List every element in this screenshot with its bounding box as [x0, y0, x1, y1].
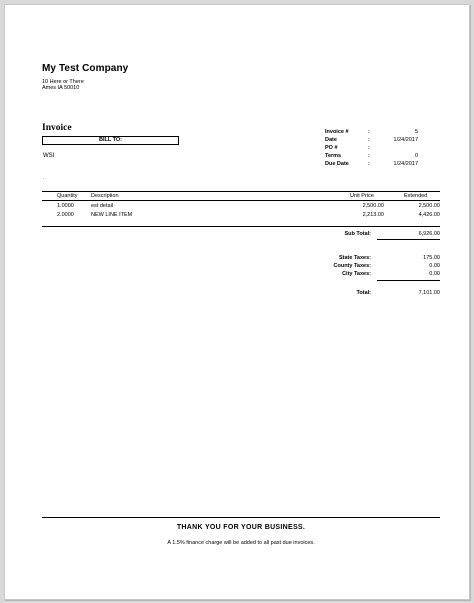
row-extended: 2,500.00 [418, 203, 440, 209]
bill-to-label: BILL TO: [98, 137, 123, 143]
meta-value-due-date: 1/24/2017 [393, 161, 418, 167]
bill-to-name: WSI [43, 153, 55, 159]
taxes-rule [377, 280, 440, 281]
row-quantity: 1.0000 [57, 203, 74, 209]
meta-colon: : [368, 153, 370, 159]
row-description: NEW LINE ITEM [91, 212, 133, 218]
county-tax-label: County Taxes: [333, 263, 371, 269]
table-row [42, 203, 440, 211]
finance-charge-note: A 1.5% finance charge will be added to all past due invoices. [167, 540, 315, 546]
header-extended: Extended [404, 193, 428, 199]
total-value: 7,101.00 [418, 290, 440, 296]
invoice-page [4, 4, 470, 600]
row-unit-price: 2,213.00 [362, 212, 384, 218]
header-unit-price: Unit Price [350, 193, 374, 199]
company-name: My Test Company [42, 63, 129, 74]
footer-rule [42, 517, 440, 518]
header-quantity: Quantity [57, 193, 78, 199]
company-address-line2: Ames IA 50010 [42, 85, 80, 91]
state-tax-label: State Taxes: [339, 255, 371, 261]
bill-to-box [42, 136, 179, 145]
meta-label-due-date: Due Date [325, 161, 349, 167]
company-address-line1: 10 Here or There [42, 79, 84, 85]
city-tax-label: City Taxes: [342, 271, 371, 277]
city-tax-value: 0.00 [429, 271, 440, 277]
meta-value-invoice-number: 5 [414, 129, 418, 135]
meta-colon: : [368, 129, 370, 135]
meta-value-date: 1/24/2017 [393, 137, 418, 143]
meta-colon: : [368, 145, 370, 151]
state-tax-value: 175.00 [423, 255, 440, 261]
meta-label-date: Date [325, 137, 337, 143]
subtotal-rule [377, 239, 440, 240]
header-description: Description [91, 193, 119, 199]
meta-value-terms: 0 [414, 153, 418, 159]
meta-label-terms: Terms [325, 153, 342, 159]
items-table-header [42, 191, 440, 201]
meta-colon: : [368, 161, 370, 167]
county-tax-value: 0.00 [429, 263, 440, 269]
row-quantity: 2.0000 [57, 212, 74, 218]
row-unit-price: 2,500.00 [362, 203, 384, 209]
items-table-bottom-rule [42, 226, 440, 227]
row-description: est detail [91, 203, 114, 209]
meta-label-po: PO # [325, 145, 338, 151]
bill-to-dot: . [43, 175, 45, 181]
meta-colon: : [368, 137, 370, 143]
table-row [42, 212, 440, 220]
subtotal-value: 6,926.00 [418, 231, 440, 237]
subtotal-label: Sub Total: [344, 231, 371, 237]
thank-you-message: THANK YOU FOR YOUR BUSINESS. [176, 524, 306, 531]
meta-label-invoice-number: Invoice # [325, 129, 349, 135]
total-label: Total: [356, 290, 371, 296]
row-extended: 4,426.00 [418, 212, 440, 218]
invoice-title: Invoice [42, 123, 72, 133]
